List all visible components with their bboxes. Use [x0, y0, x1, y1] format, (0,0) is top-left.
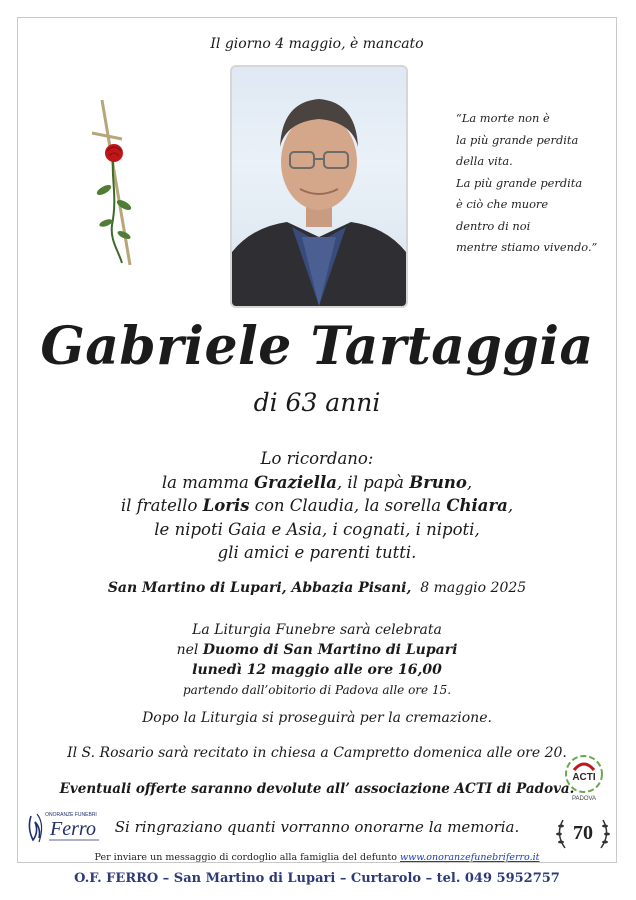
- father-name: Bruno: [409, 472, 467, 492]
- condolence-message-text: Per inviare un messaggio di cordoglio alla famiglia del defunto: [94, 852, 400, 863]
- portrait-image: [232, 67, 406, 306]
- remembered-by: [17, 447, 617, 565]
- quote-line: della vita.: [456, 154, 513, 168]
- church-name: Duomo di San Martino di Lupari: [202, 642, 458, 658]
- website-link[interactable]: www.onoranzefunebriferro.it: [400, 852, 540, 863]
- quote-line: dentro di noi: [456, 218, 531, 233]
- rosary-note: Il S. Rosario sarà recitato in chiesa a Campretto domenica alle ore 20.: [67, 745, 567, 761]
- acti-logo-text: ACTI: [572, 772, 596, 783]
- acti-logo-place: PADOVA: [571, 796, 597, 802]
- brother-name: Loris: [202, 496, 250, 515]
- acti-logo-icon: [556, 752, 612, 802]
- quote-line: La più grande perdita: [456, 175, 583, 190]
- anniversary-number: 70: [573, 822, 593, 844]
- liturgy-when: lunedì 12 maggio alle ore 16,00: [192, 662, 442, 678]
- place: San Martino di Lupari, Abbazia Pisani,: [107, 580, 412, 596]
- ferro-logo-text: Ferro: [50, 818, 96, 840]
- remember-siblings: il fratello Loris con Claudia, la sorella Chiara,: [120, 496, 514, 515]
- anniversary-70-logo-icon: [553, 812, 613, 854]
- intro-text: Il giorno 4 maggio, è mancato: [210, 36, 424, 52]
- ferro-logo-icon: [25, 808, 105, 846]
- deceased-age: di 63 anni: [253, 388, 381, 417]
- quote-line: mentre stiamo vivendo.”: [456, 240, 598, 254]
- quote-block: [456, 108, 616, 259]
- thanks-note: Si ringraziano quanti vorranno onorarne la memoria.: [114, 818, 520, 836]
- remember-intro: Lo ricordano:: [260, 449, 374, 468]
- quote-line: è ciò che muore: [456, 197, 549, 211]
- liturgy-departure: partendo dall’obitorio di Padova alle ore 15.: [182, 683, 452, 697]
- quote-line: “La morte non è: [456, 111, 550, 125]
- ferro-logo-small-text: ONORANZE FUNEBRI: [45, 812, 97, 818]
- remember-parents: la mamma Graziella, il papà Bruno,: [161, 472, 473, 492]
- cremation-note: Dopo la Liturgia si proseguirà per la cremazione.: [142, 710, 492, 726]
- place-date: [17, 580, 617, 596]
- deceased-name: Gabriele Tartaggia: [40, 316, 594, 377]
- portrait-photo: [230, 65, 408, 308]
- liturgy-church-line: nel Duomo di San Martino di Lupari: [176, 642, 458, 658]
- cross-with-rose-icon: [84, 95, 144, 270]
- remember-friends: gli amici e parenti tutti.: [217, 543, 417, 562]
- liturgy-info: [17, 620, 617, 700]
- remember-relatives: le nipoti Gaia e Asia, i cognati, i nipoti,: [154, 519, 480, 539]
- liturgy-line: La Liturgia Funebre sarà celebrata: [192, 622, 442, 638]
- mother-name: Graziella: [254, 472, 337, 492]
- sister-name: Chiara: [446, 496, 508, 515]
- quote-line: la più grande perdita: [456, 132, 579, 147]
- offerings-note: Eventuali offerte saranno devolute all’ associazione ACTI di Padova.: [59, 781, 575, 797]
- date: 8 maggio 2025: [420, 580, 527, 596]
- condolence-message: [17, 852, 617, 863]
- footer-contact: O.F. FERRO – San Martino di Lupari – Curtarolo – tel. 049 5952757: [74, 871, 560, 886]
